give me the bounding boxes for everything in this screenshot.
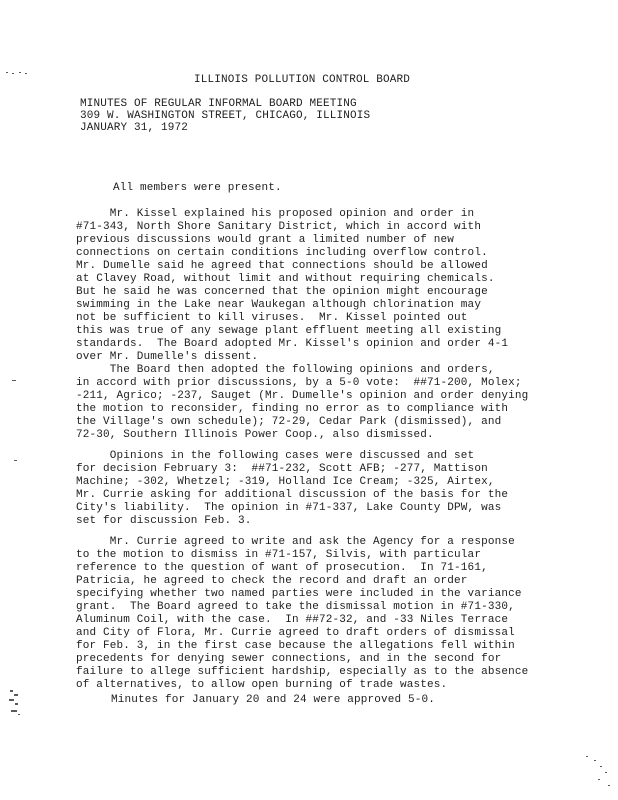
paragraph-line: specifying whether two named parties were included in the variance [76, 588, 522, 600]
paragraph-line: for Feb. 3, in the first case because the allegations fell within [76, 640, 515, 652]
paragraph-line: standards. The Board adopted Mr. Kissel's opinion and order 4-1 [76, 338, 509, 350]
scan-speck [15, 703, 18, 705]
scan-speck [594, 760, 596, 761]
paragraph-line: this was true of any sewage plant effluent meeting all existing [76, 325, 502, 337]
paragraph-line: swimming in the Lake near Waukegan although chlorination may [76, 299, 482, 311]
paragraph-line: grant. The Board agreed to take the dismissal motion in #71-330, [76, 601, 515, 613]
paragraph-line: reference to the question of want of prosecution. In 71-161, [76, 562, 488, 574]
paragraph-line: The Board then adopted the following opinions and orders, [76, 364, 495, 376]
paragraph-line: and City of Flora, Mr. Currie agreed to draft orders of dismissal [76, 627, 515, 639]
paragraph-line: But he said he was concerned that the opinion might encourage [76, 286, 488, 298]
scan-speck [605, 772, 607, 773]
paragraph-line: -211, Agrico; -237, Sauget (Mr. Dumelle's opinion and order denying [76, 390, 529, 402]
paragraph-line: Mr. Currie asking for additional discussion of the basis for the [76, 489, 509, 501]
scan-speck [25, 73, 27, 74]
scan-speck [11, 710, 17, 712]
date-line: JANUARY 31, 1972 [80, 122, 189, 134]
scan-speck [10, 690, 13, 692]
paragraph-line: Aluminum Coil, with the case. In ##72-32, and -33 Niles Terrace [76, 614, 509, 626]
paragraph-line: Mr. Currie agreed to write and ask the Agency for a response [76, 536, 515, 548]
paragraph-line: for decision February 3: ##71-232, Scott AFB; -277, Mattison [76, 463, 488, 475]
paragraph-line: precedents for denying sewer connections, and in the second for [76, 653, 502, 665]
scan-speck [14, 460, 17, 461]
meeting-heading-line: MINUTES OF REGULAR INFORMAL BOARD MEETING [80, 98, 357, 110]
scan-speck [586, 756, 588, 757]
paragraph-line: previous discussions would grant a limited number of new [76, 234, 455, 246]
paragraph-line: Patricia, he agreed to check the record and draft an order [76, 575, 468, 587]
paragraph-line: 72-30, Southern Illinois Power Coop., also dismissed. [76, 429, 434, 441]
scan-speck [608, 785, 610, 786]
paragraph-line: at Clavey Road, without limit and without requiring chemicals. [76, 273, 495, 285]
scan-speck [6, 72, 8, 73]
paragraph-line: to the motion to dismiss in #71-157, Silvis, with particular [76, 549, 482, 561]
paragraph-line: Machine; -302, Whetzel; -319, Holland Ice Cream; -325, Airtex, [76, 476, 495, 488]
paragraph-line: Mr. Dumelle said he agreed that connections should be allowed [76, 260, 488, 272]
minutes-approval-line: Minutes for January 20 and 24 were approved 5-0. [111, 694, 436, 706]
scan-speck [9, 699, 14, 701]
scan-speck [598, 779, 600, 780]
paragraph-line: not be sufficient to kill viruses. Mr. Kissel pointed out [76, 312, 468, 324]
paragraph-line: the motion to reconsider, finding no error as to compliance with [76, 403, 509, 415]
paragraph-line: City's liability. The opinion in #71-337, Lake County DPW, was [76, 502, 502, 514]
paragraph-line: the Village's own schedule); 72-29, Cedar Park (dismissed), and [76, 416, 502, 428]
scan-speck [12, 380, 16, 381]
document-title: ILLINOIS POLLUTION CONTROL BOARD [194, 74, 411, 86]
paragraph-line: set for discussion Feb. 3. [76, 515, 252, 527]
address-line: 309 W. WASHINGTON STREET, CHICAGO, ILLINOIS [80, 110, 371, 122]
paragraph-line: #71-343, North Shore Sanitary District, which in accord with [76, 221, 482, 233]
scan-speck [14, 694, 18, 696]
scan-speck [19, 72, 21, 73]
paragraph-line: Opinions in the following cases were discussed and set [76, 450, 475, 462]
paragraph-line: of alternatives, to allow open burning of trade wastes. [76, 679, 448, 691]
paragraph-line: Mr. Kissel explained his proposed opinion and order in [76, 208, 475, 220]
paragraph-line: connections on certain conditions including overflow control. [76, 247, 488, 259]
scan-speck [600, 766, 602, 767]
paragraph-line: over Mr. Dumelle's dissent. [76, 351, 259, 363]
paragraph-line: failure to allege sufficient hardship, especially as to the absence [76, 666, 529, 678]
scan-speck [12, 73, 14, 74]
scan-speck [18, 714, 20, 715]
attendance-line: All members were present. [113, 182, 282, 194]
paragraph-line: in accord with prior discussions, by a 5-0 vote: ##71-200, Molex; [76, 377, 522, 389]
